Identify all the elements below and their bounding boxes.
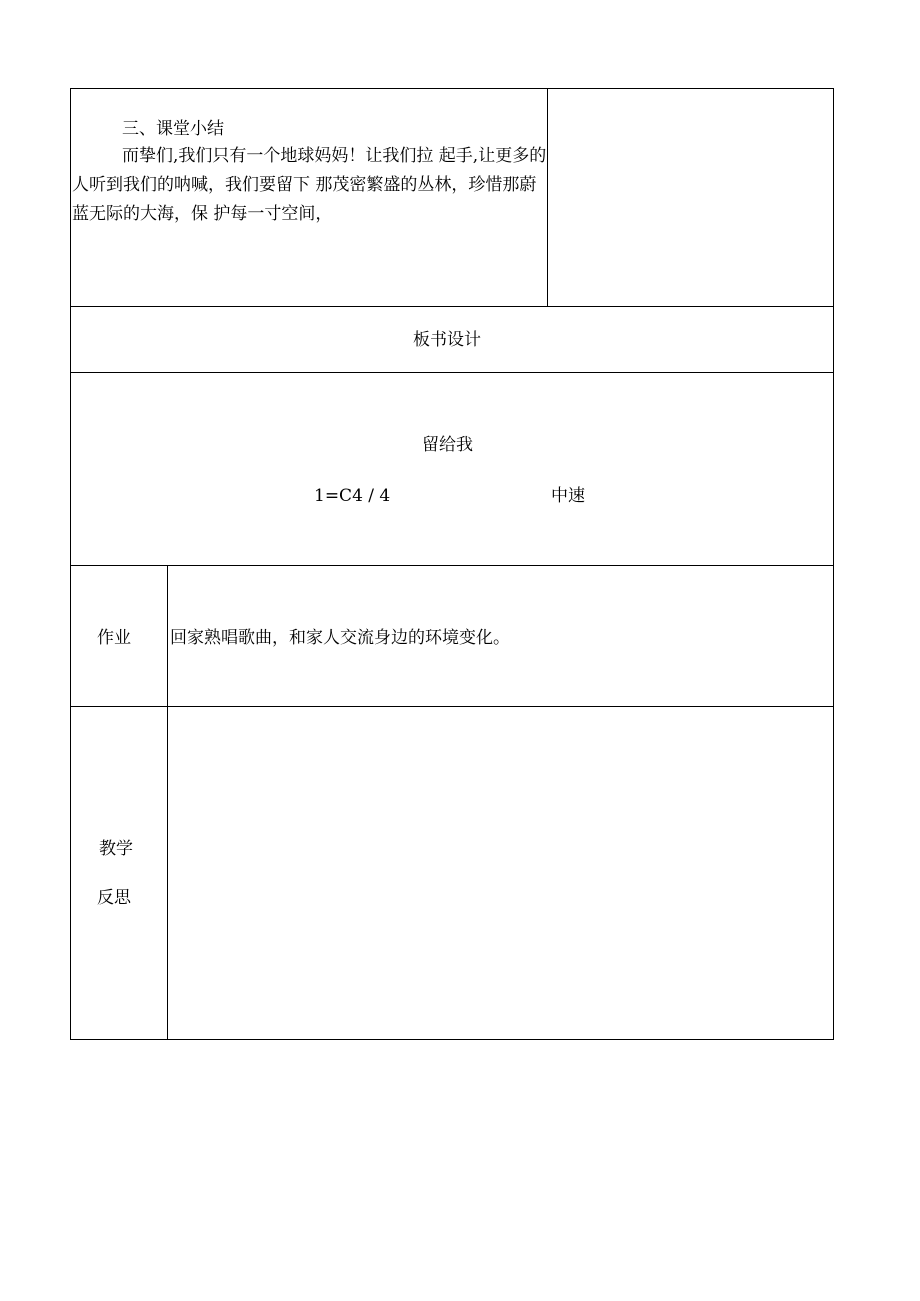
summary-body: 而挚们,我们只有一个地球妈妈！让我们拉 起手,让更多的人听到我们的呐喊，我们要留下 那茂密繁盛的丛林，珍惜那蔚蓝无际的大海，保 护每一寸空间， (72, 146, 547, 224)
tempo-marking: 中速 (551, 486, 585, 506)
key-signature: 1=C4 / 4 (314, 486, 391, 506)
summary-heading: 三、课堂小结 (122, 119, 224, 139)
row-divider-3 (70, 565, 834, 566)
song-title: 留给我 (422, 435, 473, 455)
homework-content: 回家熟唱歌曲，和家人交流身边的环境变化。 (170, 628, 510, 648)
reflection-label-line1: 教学 (99, 839, 133, 859)
board-design-header: 板书设计 (413, 330, 481, 350)
reflection-content-area (168, 707, 833, 1039)
row-divider-2 (70, 372, 834, 373)
homework-label: 作业 (97, 628, 131, 648)
reflection-label-line2: 反思 (97, 888, 131, 908)
row-divider-1 (70, 306, 834, 307)
